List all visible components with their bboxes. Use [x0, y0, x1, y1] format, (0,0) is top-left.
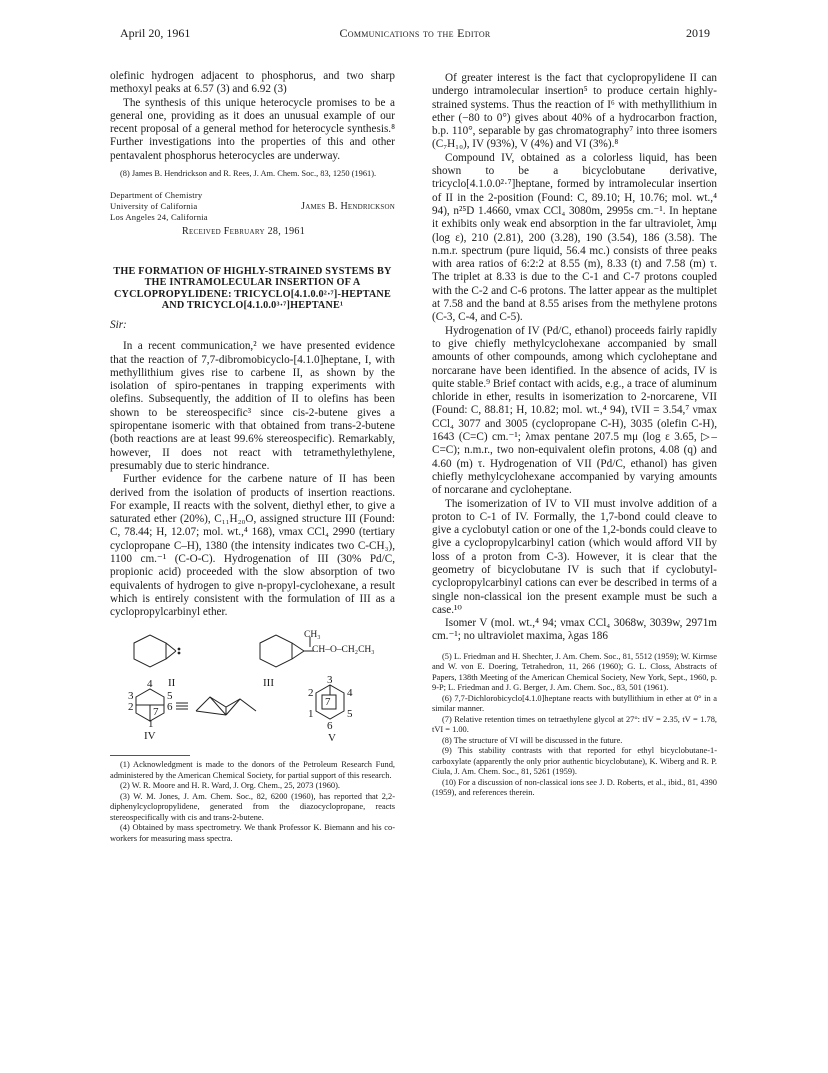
atom-number: 6 — [327, 720, 333, 733]
chemical-structures — [110, 627, 395, 749]
received-date: Received February 28, 1961 — [182, 225, 306, 237]
atom-number: 3 — [128, 690, 134, 703]
left-footnote-8: (8) James B. Hendrickson and R. Rees, J. Am. Chem. Soc., 83, 1250 (1961). — [120, 169, 377, 179]
left-paragraph-1: olefinic hydrogen adjacent to phosphorus, and two sharp methoxyl peaks at 6.57 (3) and 6.92 (3) — [110, 70, 395, 96]
header-date: April 20, 1961 — [120, 26, 191, 40]
footnote-10: (10) For a discussion of non-classical ions see J. D. Roberts, et al., ibid., 81, 4390 (1959), and references therein. — [432, 777, 717, 798]
atom-number: 3 — [327, 674, 333, 687]
footnote-3: (3) W. M. Jones, J. Am. Chem. Soc., 82, 6200 (1960), has reported that 2,2-diphenylcyclopropylidene, generated from the diazocyclopropane, reacts stereospecifically with cis and trans-2-butene. — [110, 791, 395, 822]
address-city: Los Angeles 24, California — [110, 211, 208, 222]
structure-V-label: V — [328, 732, 336, 745]
right-paragraph-2: Compound IV, obtained as a colorless liquid, has been shown to be a bicyclobutane derivative, tricyclo[4.1.0.0²·⁷]heptane, formed by intramolecular insertion of II in the 2-position (Found: C, 89.10; H, 10.76; mol. wt.,⁴ 94), n²⁵D 1.4660, νmax CCl₄ 3080m, 2995s cm.⁻¹. In heptane it exhibits only weak end absorption in the far ultraviolet, λmμ (log ε), 210 (2.81), 200 (3.28), 190 (3.54), 186 (3.58). The n.m.r. spectrum (pure liquid, 56.4 mc.) consists of three peaks with area ratios of 6:2:2 at 8.55 (m), 8.33 (t) and 7.58 (m) τ. The triplet at 8.33 is due to the C-1 and C-7 protons coupled with the C-2 and C-6 protons. The latter appear as the multiplet at 7.58 and the band at 8.55 arises from the methylene protons (C-3, C-4, and C-5). — [432, 151, 717, 324]
author-name: James B. Hendrickson — [301, 200, 395, 212]
structure-II-label: II — [168, 677, 176, 690]
author-address-block — [110, 190, 395, 240]
header-journal: Communications to the Editor — [339, 26, 491, 40]
left-paragraph-3: In a recent communication,² we have presented evidence that the reaction of 7,7-dibromobicyclo-[4.1.0]heptane, I, with methyllithium gives rise to carbene II, as shown by the isolation of spiro-pentanes in trapping experiments with olefins. Subsequently, the addition of II to olefins has been shown to be stereospecific³ since cis-2-butene gives a spiropentane isomeric with that obtained from trans-2-butene (both reactions are at least 99.6% stereospecific). Remarkably, however, II does not react with tetramethylethylene, presumably due to steric hindrance. — [110, 340, 395, 472]
structure-IV-label: IV — [144, 730, 156, 743]
footnote-9: (9) This stability contrasts with that reported for ethyl bicyclobutane-1-carboxylate (apparently the only prior authentic bicyclobutane), K. Wiberg and R. P. Ciula, J. Am. Chem. Soc., 81, 5261 (1959). — [432, 746, 717, 777]
right-paragraph-1: Of greater interest is the fact that cyclopropylidene II can undergo intramolecular insertion⁵ to produce certain highly-strained systems. Thus the reaction of I⁶ with methyllithium in ether (−80 to 0°) gives about 40% of a hydrocarbon fraction, b.p. 110°, separable by gas chromatography⁷ into three isomers (C₇H₁₀), IV (93%), V (4%) and VI (3%).⁸ — [432, 72, 717, 151]
atom-number: 5 — [347, 708, 353, 721]
structure-III-label: III — [263, 677, 274, 690]
address-department: Department of Chemistry — [110, 189, 203, 200]
atom-number: 4 — [347, 687, 353, 700]
structure-III-methyl: CH₃ — [304, 630, 321, 641]
footnote-6: (6) 7,7-Dichlorobicyclo[4.1.0]heptane reacts with butyllithium in ether at 0° in a similar manner. — [432, 693, 717, 714]
right-paragraph-5: Isomer V (mol. wt.,⁴ 94; νmax CCl₄ 3068w, 3039w, 2971m cm.⁻¹; no ultraviolet maxima, λgas 186 — [432, 617, 717, 643]
structure-III-ether-chain: CH–O–CH₂CH₃ — [312, 645, 375, 656]
left-footnotes — [110, 760, 395, 844]
right-paragraph-3: Hydrogenation of IV (Pd/C, ethanol) proceeds fairly rapidly to give chiefly methylcyclohexane accompanied by small amounts of other compounds, among which cycloheptane and norcarane have been identified. In the absence of acids, IV is quite stable.⁹ Brief contact with acids, e.g., a trace of aluminum chloride in ether, results in isomerization to 2-norcarene, VII (Found: C, 88.81; H, 10.82; mol. wt.,⁴ 94), tVII = 3.54,⁷ νmax CCl₄ 3077 and 3005 (cyclopropane C-H), 3035 (olefin C-H), 1643 (C=C) cm.⁻¹; λmax pentane 207.5 mμ (log ε 3.65, ▷–C=C); n.m.r., two non-equivalent olefin protons, 4.08 (q) and 4.60 (m) τ. Hydrogenation of VII (Pd/C, ethanol) has given chiefly methylcyclohexane accompanied by varying amounts of norcarane and cycloheptane. — [432, 324, 717, 497]
footnote-8: (8) The structure of VI will be discussed in the future. — [442, 735, 623, 745]
left-column — [110, 70, 395, 844]
structure-II-drawing — [134, 635, 180, 667]
footnote-divider — [110, 755, 190, 756]
running-header — [120, 26, 710, 46]
atom-number: 2 — [128, 701, 134, 714]
structure-IV-perspective — [196, 697, 256, 715]
footnote-5: (5) L. Friedman and H. Shechter, J. Am. Chem. Soc., 81, 5512 (1959); W. Kirmse and W. von E. Doering, Tetrahedron, 11, 266 (1960); G. L. Closs, Abstracts of Papers, 138th Meeting of the American Chemical Society, New York, Sept., 1960, p. 9-P; L. Friedman and J. G. Berger, J. Am. Chem. Soc., 83, 501 (1961). — [432, 651, 717, 693]
article-title: THE FORMATION OF HIGHLY-STRAINED SYSTEMS BY THE INTRAMOLECULAR INSERTION OF A CYCLOPROPYLIDENE: TRICYCLO[4.1.0.0²·⁷]-HEPTANE AND TRICYCLO[4.1.0.0³·⁷]HEPTANE¹ — [113, 265, 392, 312]
header-page-number: 2019 — [686, 26, 710, 40]
footnote-1: (1) Acknowledgment is made to the donors of the Petroleum Research Fund, administered by the American Chemical Society, for partial support of this research. — [110, 760, 395, 780]
atom-number: 1 — [148, 718, 154, 731]
address-university: University of California — [110, 200, 198, 211]
left-paragraph-2: The synthesis of this unique heterocycle promises to be a general one, providing as it does an unusual example of our recent proposal of a general method for heterocycle synthesis.⁸ Further investigations into the properties of this and other pentavalent phosphorus heterocycles are underway. — [110, 96, 395, 162]
footnote-2: (2) W. R. Moore and H. R. Ward, J. Org. Chem., 25, 2073 (1960). — [120, 781, 341, 791]
salutation: Sir: — [110, 318, 127, 331]
atom-number: 2 — [308, 687, 314, 700]
atom-number: 6 — [167, 701, 173, 714]
atom-number: 4 — [147, 678, 153, 691]
atom-number: 7 — [325, 696, 331, 709]
atom-number: 1 — [308, 708, 314, 721]
footnote-4: (4) Obtained by mass spectrometry. We thank Professor K. Biemann and his co-workers for measuring mass spectra. — [110, 823, 395, 843]
footnote-7: (7) Relative retention times on tetraethylene glycol at 27°: tIV = 2.35, tV = 1.78, tVI = 1.00. — [432, 714, 717, 735]
atom-number: 5 — [167, 690, 173, 703]
structure-IV-drawing — [136, 689, 164, 721]
left-paragraph-4: Further evidence for the carbene nature of II has been derived from the isolation of products of insertion reactions. For example, II reacts with the solvent, diethyl ether, to give a saturated ether (20%), C₁₁H₂₀O, assigned structure III (Found: C, 78.44; H, 12.07; mol. wt.,⁴ 168), νmax CCl₄ 2990 (tertiary cyclopropane C–H), 1380 (the intensity indicates two C-CH₃), 1100 cm.⁻¹ (C-O-C). Hydrogenation of III (30% Pd/C, propionic acid) proceeded with the slow absorption of two equivalents of hydrogen to give n-propyl-cyclohexane, a result which is entirely consistent with the formulation of III as a cyclopropylcarbinyl ether. — [110, 473, 395, 619]
right-column — [432, 72, 717, 799]
right-paragraph-4: The isomerization of IV to VII must involve addition of a proton to C-1 of IV. Formally, the 1,7-bond could cleave to give a cyclobutyl cation or one of the 1,2-bonds could cleave to give a cyclopropylcarbinyl cation (which would afford VII by loss of a proton from C-3). However, it is clear that the geometry of bicyclobutane IV is such that if cyclobutyl-cyclopropylcarbinyl cations can ever be described in terms of a single non-classical ion the present example must be such a case.¹⁰ — [432, 497, 717, 616]
equivalence-sign — [176, 703, 188, 709]
right-footnotes — [432, 652, 717, 799]
atom-number: 7 — [153, 706, 159, 719]
